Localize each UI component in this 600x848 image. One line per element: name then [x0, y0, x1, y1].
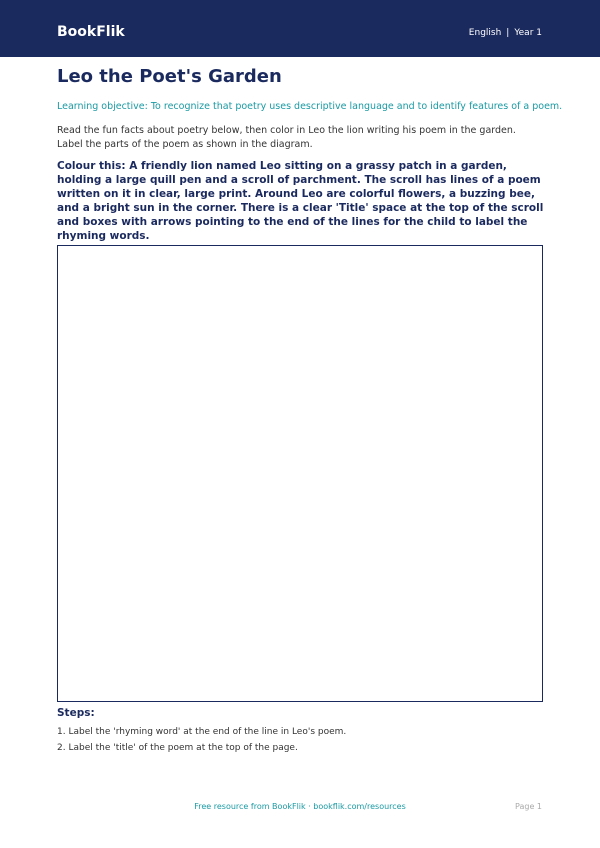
colour-prompt: Colour this: A friendly lion named Leo sitting on a grassy patch in a garden, holding a large quill pen and a scroll of parchment. The scroll has lines of a poem written on it in clear, large print. Around Leo are colorful flowers, a buzzing bee, and a bright sun in the corner. There is a clear 'Title' space at the top of the scroll and boxes with arrows pointing to the end of the lines for the child to label the rhyming words.	[57, 160, 544, 242]
meta-separator: |	[506, 28, 510, 38]
page-number: Page 1	[515, 802, 542, 811]
subject-label: English	[468, 28, 502, 38]
footer-resource-link[interactable]: Free resource from BookFlik · bookflik.com/resources	[194, 802, 406, 811]
page-title: Leo the Poet's Garden	[57, 66, 282, 87]
colouring-area[interactable]	[57, 245, 543, 702]
step-item: 1. Label the 'rhyming word' at the end of the line in Leo's poem.	[57, 727, 347, 737]
steps-list	[57, 724, 346, 756]
header-bar	[0, 0, 600, 57]
year-label: Year 1	[514, 28, 542, 38]
subject-meta	[469, 27, 542, 39]
brand-logo[interactable]: BookFlik	[57, 24, 125, 40]
steps-heading: Steps:	[57, 707, 95, 719]
step-item: 2. Label the 'title' of the poem at the top of the page.	[57, 743, 298, 753]
learning-objective: Learning objective: To recognize that poetry uses descriptive language and to identify features of a poem.	[57, 101, 563, 112]
intro-text: Read the fun facts about poetry below, then color in Leo the lion writing his poem in the garden. Label the parts of the poem as shown in the diagram.	[57, 125, 516, 150]
